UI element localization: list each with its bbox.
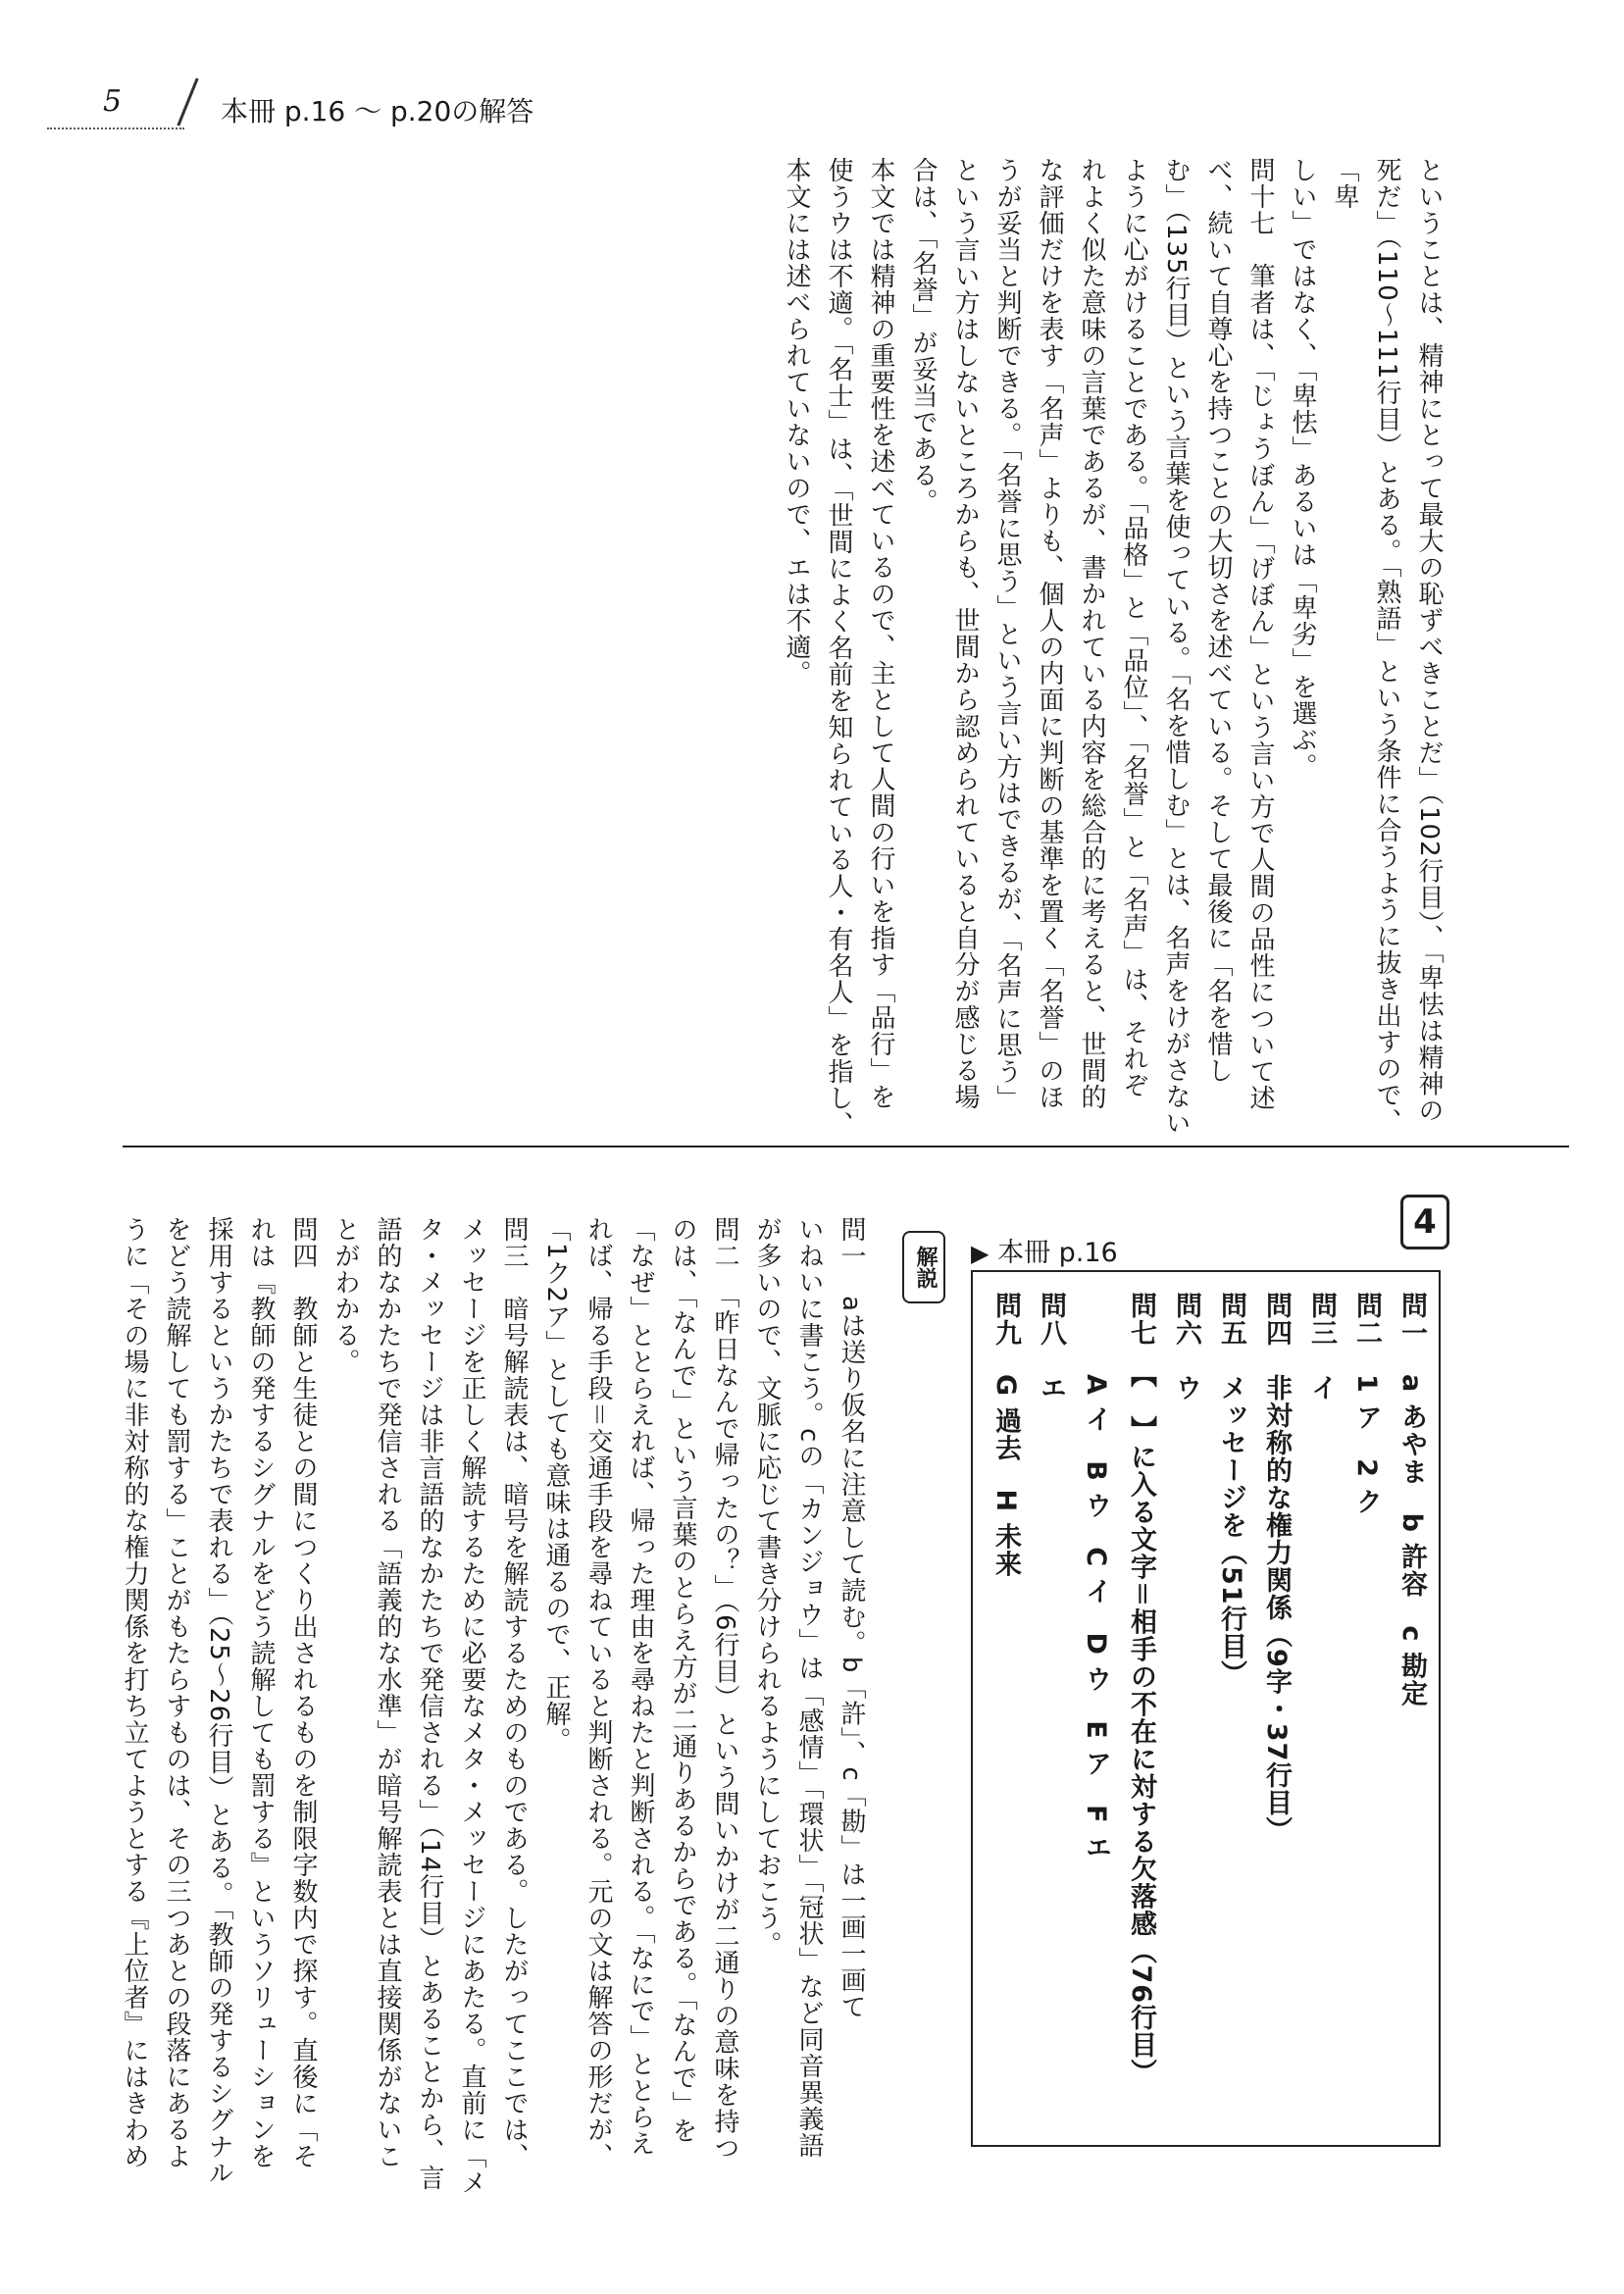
answer-line: 問八 エ — [1036, 1292, 1066, 1402]
text-line: れは『教師の発するシグナルをどう読解しても罰する』というソリューションを — [246, 1216, 276, 2169]
text-line: とがわかる。 — [330, 1216, 360, 1375]
text-line: 問二 「昨日なんで帰ったの？」（6行目）という問いかけが二通りの意味を持つ — [710, 1216, 739, 2162]
book-reference-text: 本冊 p.16 — [997, 1238, 1118, 1268]
text-line: 問一 aは送り仮名に注意して読む。b「許」、c「勘」は一画一画て — [837, 1216, 866, 2020]
header-rule — [47, 127, 184, 129]
text-line: 問三 暗号解読表は、暗号を解読するためのものである。したがってここでは、 — [499, 1216, 529, 2169]
answer-line: 問七 【 】に入る文字＝相手の不在に対する欠落感（76行目） — [1126, 1292, 1156, 2087]
book-reference — [971, 1231, 1118, 1269]
answer-box — [971, 1270, 1441, 2147]
kaisetsu-badge: 解説 — [902, 1231, 945, 1303]
text-line: しい」ではなく、「卑怯」あるいは「卑劣」を選ぶ。 — [1288, 157, 1317, 780]
text-line: 合は、「名誉」が妥当である。 — [908, 157, 938, 515]
text-line: という言い方はしないところからも、世間から認められていると自分が感じる場 — [950, 157, 980, 1110]
header-slash — [177, 77, 198, 126]
text-line: メッセージを正しく解読するために必要なメタ・メッセージにあたる。直前に「メ — [457, 1216, 486, 2196]
answer-line: 問九 G 過去 H 未来 — [990, 1292, 1021, 1578]
answer-line: 問六 ウ — [1171, 1292, 1201, 1402]
text-line: べ、続いて自尊心を持つことの大切さを述べている。そして最後に「名を惜し — [1203, 157, 1233, 1084]
text-line: 語的なかたちで発信される「語義的な水準」が暗号解読表とは直接関係がないこ — [373, 1216, 402, 2169]
answer-line: 問四 非対称的な権力関係（9字・37行目） — [1261, 1292, 1292, 1845]
answer-list — [983, 1292, 1434, 2135]
text-line: いねいに書こう。cの「カンジョウ」は「感情」「環状」「冠状」など同音異義語 — [794, 1216, 824, 2160]
text-line: のは、「なんで」という言葉のとらえ方が二通りあるからである。「なんで」を — [668, 1216, 697, 2144]
text-line: 「1ク2ア」としても意味は通るので、正解。 — [541, 1216, 571, 1755]
text-line: が多いので、文脈に応じて書き分けられるようにしておこう。 — [752, 1216, 782, 1958]
text-line: 採用するというかたちで表れる」（25〜26行目）とある。「教師の発するシグナル — [204, 1216, 233, 2187]
answer-line: 問三 イ — [1306, 1292, 1337, 1402]
bottom-commentary — [113, 1216, 872, 2226]
section-number-badge: 4 — [1400, 1195, 1449, 1249]
answer-line: 問二 1 ア 2 ク — [1351, 1292, 1382, 1516]
text-line: 問十七 筆者は、「じょうぼん」「げぼん」という言い方で人間の品性について述 — [1245, 157, 1275, 1111]
answer-line: A イ B ウ C イ D ウ E ア F エ — [1081, 1292, 1111, 1861]
section-divider — [123, 1146, 1569, 1147]
answer-line: 問五 メッセージを（51行目） — [1216, 1292, 1246, 1688]
text-line: れよく似た意味の言葉であるが、書かれている内容を総合的に考えると、世間的 — [1077, 157, 1106, 1110]
text-line: れば、帰る手段＝交通手段を尋ねていると判断される。元の文は解答の形だが、 — [584, 1216, 613, 2169]
text-line: うが妥当と判断できる。「名誉に思う」という言い方はできるが、「名声に思う」 — [992, 157, 1022, 1111]
top-commentary — [775, 157, 1449, 1138]
text-line: 「なぜ」ととらえれば、帰った理由を尋ねたと判断される。「なにで」ととらえ — [626, 1216, 655, 2157]
text-line: 使うウは不適。「名士」は、「世間によく名前を知られている人・有名人」を指し、 — [824, 157, 853, 1138]
text-line: む」（135行目）という言葉を使っている。「名を惜しむ」とは、名声をけがさない — [1161, 157, 1191, 1137]
text-line: 本文には述べられていないので、エは不適。 — [782, 157, 811, 687]
text-line: うに「その場に非対称的な権力関係を打ち立てようとする『上位者』にはきわめ — [120, 1216, 149, 2169]
text-line: タ・メッセージは非言語的なかたちで発信される」（14行目）とあることから、言 — [415, 1216, 444, 2192]
text-line: をどう読解しても罰する」ことがもたらすものは、その三つあとの段落にあるよ — [162, 1216, 191, 2169]
text-line: 死だ」（110〜111行目）とある。「熟語」という条件に合うように抜き出すので、「卑 — [1330, 157, 1401, 1136]
page-number: 5 — [103, 84, 123, 119]
text-line: ということは、精神にとって最大の恥ずべきことだ」（102行目）、「卑怯は精神の — [1414, 157, 1444, 1124]
triangle-icon: ▶ — [971, 1240, 990, 1267]
answer-line: 問一 a あやま b 許容 c 勘定 — [1396, 1292, 1427, 1708]
page-range-title: 本冊 p.16 〜 p.20の解答 — [221, 95, 534, 127]
text-line: 問四 教師と生徒との間につくり出されるものを制限字数内で探す。直後に「そ — [288, 1216, 318, 2169]
text-line: ように心がけることである。「品格」と「品位」、「名誉」と「名声」は、それぞ — [1119, 157, 1148, 1098]
text-line: 本文では精神の重要性を述べているので、主として人間の行いを指す「品行」を — [866, 157, 895, 1110]
text-line: な評価だけを表す「名声」よりも、個人の内面に判断の基準を置く「名誉」のほ — [1035, 157, 1064, 1110]
